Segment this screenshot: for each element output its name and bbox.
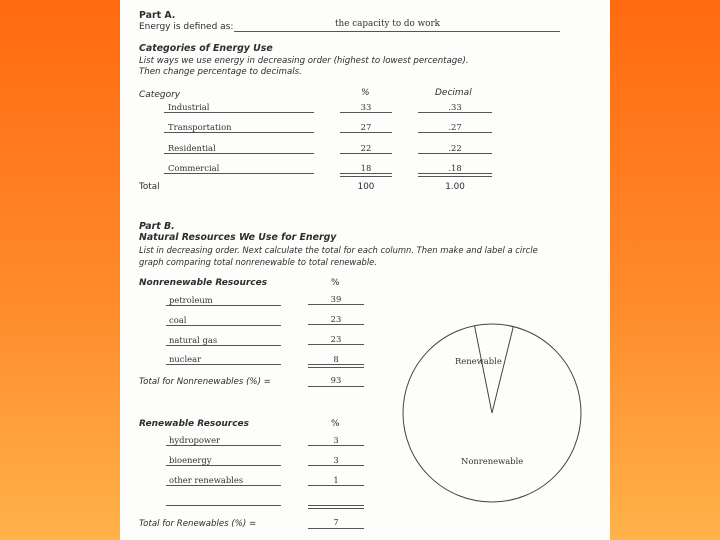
renewable-total-value: 7 <box>333 517 339 527</box>
categories-total-percent: 100 <box>357 182 375 192</box>
percent-total-rule <box>340 173 392 177</box>
category-name: Residential <box>168 143 216 153</box>
resource-line <box>166 505 281 506</box>
resource-name: natural gas <box>169 335 218 345</box>
renewable-slice-label: Renewable <box>455 356 502 366</box>
resource-name: petroleum <box>169 295 213 305</box>
circle-graph <box>402 323 582 503</box>
percent-line <box>308 485 364 486</box>
percent-total-rule <box>308 505 364 509</box>
nonrenewable-total-value: 93 <box>330 375 342 385</box>
energy-definition-line <box>234 31 560 32</box>
renewable-heading: Renewable Resources <box>139 419 250 429</box>
renewable-wedge-edge <box>492 327 513 413</box>
category-percent: 18 <box>360 163 372 173</box>
resource-percent: 3 <box>333 455 339 465</box>
categories-instructions-1: List ways we use energy in decreasing order (highest to lowest percentage). <box>139 56 469 66</box>
resource-line <box>166 305 281 306</box>
resource-percent: 23 <box>330 334 342 344</box>
category-line <box>164 173 314 174</box>
resource-percent: 39 <box>330 294 342 304</box>
decimal-line <box>418 132 492 133</box>
percent-line <box>308 324 364 325</box>
category-decimal: .18 <box>448 163 462 173</box>
percent-line <box>308 445 364 446</box>
nonrenewable-total-line <box>308 386 364 387</box>
category-percent: 22 <box>360 143 372 153</box>
categories-total-decimal: 1.00 <box>445 182 465 192</box>
category-line <box>164 153 314 154</box>
nonrenewable-percent-header: % <box>331 278 340 288</box>
renewable-total-label: Total for Renewables (%) = <box>139 519 257 529</box>
part-a-heading: Part A. <box>139 10 176 21</box>
decimal-line <box>418 112 492 113</box>
part-b-heading: Part B. <box>139 221 175 232</box>
resource-name: other renewables <box>169 475 244 485</box>
percent-column-header: % <box>361 88 370 98</box>
resource-name: coal <box>169 315 187 325</box>
resource-name: hydropower <box>169 435 221 445</box>
resource-line <box>166 445 281 446</box>
resource-percent: 1 <box>333 475 339 485</box>
nonrenewable-heading: Nonrenewable Resources <box>139 278 268 288</box>
percent-line <box>308 344 364 345</box>
category-percent: 27 <box>360 122 372 132</box>
resource-name: bioenergy <box>169 455 212 465</box>
energy-definition-prompt: Energy is defined as: <box>139 22 234 32</box>
part-b-instructions-2: graph comparing total nonrenewable to total renewable. <box>139 257 377 267</box>
nonrenewable-slice-label: Nonrenewable <box>461 456 524 466</box>
resource-percent: 23 <box>330 314 342 324</box>
category-decimal: .27 <box>448 122 462 132</box>
category-name: Transportation <box>168 122 232 132</box>
category-column-header: Category <box>139 90 181 100</box>
resource-line <box>166 465 281 466</box>
categories-instructions-2: Then change percentage to decimals. <box>139 67 302 77</box>
nonrenewable-total-label: Total for Nonrenewables (%) = <box>139 377 271 387</box>
category-name: Commercial <box>168 163 220 173</box>
categories-total-label: Total <box>139 182 160 192</box>
percent-line <box>340 153 392 154</box>
category-name: Industrial <box>168 102 210 112</box>
resource-percent: 3 <box>333 435 339 445</box>
part-b-instructions-1: List in decreasing order. Next calculate the total for each column. Then make and label a circle <box>139 245 538 255</box>
resource-percent: 8 <box>333 354 339 364</box>
category-line <box>164 112 314 113</box>
percent-line <box>308 465 364 466</box>
percent-line <box>340 112 392 113</box>
category-line <box>164 132 314 133</box>
percent-total-rule <box>308 364 364 368</box>
resource-line <box>166 485 281 486</box>
decimal-total-rule <box>418 173 492 177</box>
renewable-percent-header: % <box>331 419 340 429</box>
percent-line <box>340 132 392 133</box>
category-decimal: .22 <box>448 143 462 153</box>
resource-line <box>166 364 281 365</box>
category-decimal: .33 <box>448 102 462 112</box>
resource-line <box>166 325 281 326</box>
percent-line <box>308 304 364 305</box>
energy-definition-answer: the capacity to do work <box>335 19 441 29</box>
decimal-column-header: Decimal <box>435 88 472 98</box>
resource-line <box>166 345 281 346</box>
renewable-total-line <box>308 528 364 529</box>
category-percent: 33 <box>360 102 372 112</box>
decimal-line <box>418 153 492 154</box>
renewable-wedge-edge <box>475 326 493 413</box>
categories-heading: Categories of Energy Use <box>139 43 273 54</box>
part-b-subheading: Natural Resources We Use for Energy <box>139 232 337 243</box>
resource-name: nuclear <box>169 354 202 364</box>
